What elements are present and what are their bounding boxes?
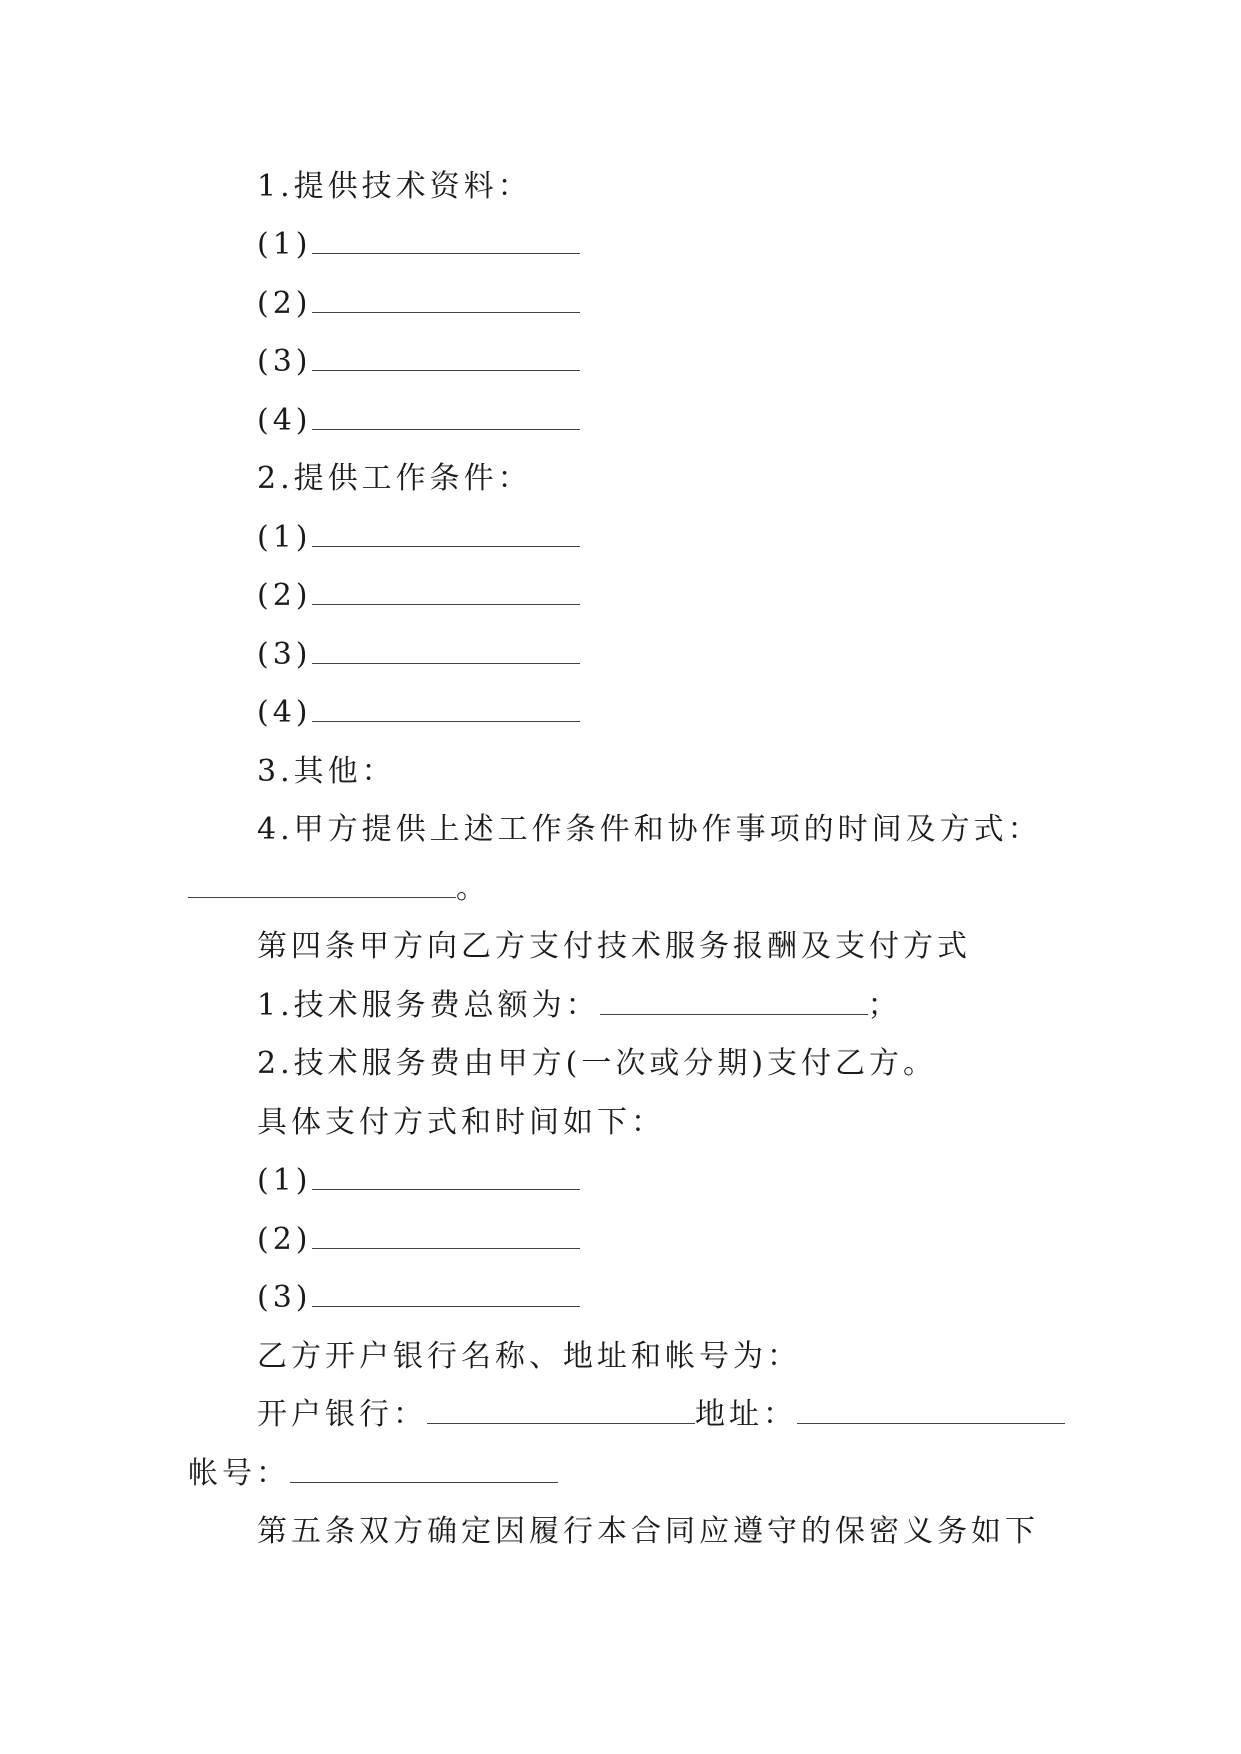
blank-line: [797, 1395, 1065, 1424]
fee-end-mark: ；: [867, 988, 902, 1023]
pay-entry-1: [257, 1161, 580, 1201]
entry-number: (1): [257, 520, 312, 555]
pay-entry-3: [257, 1278, 580, 1318]
item4-answer: [188, 869, 490, 909]
blank-line: [312, 284, 580, 313]
entry-number: (3): [257, 344, 312, 379]
item2-entry-3: [257, 635, 580, 675]
blank-line: [188, 869, 456, 898]
blank-line: [312, 693, 580, 722]
entry-number: (2): [257, 578, 312, 613]
account-label: 帐号：: [188, 1456, 290, 1491]
item4-end-mark: 。: [456, 871, 490, 906]
bank-line: [257, 1395, 1065, 1435]
blank-line: [290, 1454, 558, 1483]
item3-heading: 3.其他：: [257, 754, 396, 789]
account-line: [188, 1454, 558, 1494]
pay-entry-2: [257, 1220, 580, 1260]
blank-line: [600, 986, 868, 1015]
blank-line: [312, 401, 580, 430]
pay-detail: 具体支付方式和时间如下：: [257, 1105, 665, 1140]
item2-entry-4: [257, 693, 580, 733]
fee-label: 1.技术服务费总额为：: [257, 988, 600, 1023]
blank-line: [312, 342, 580, 371]
blank-line: [312, 635, 580, 664]
entry-number: (3): [257, 1280, 312, 1315]
item2-entry-1: [257, 518, 580, 558]
item4-heading: 4.甲方提供上述工作条件和协作事项的时间及方式：: [257, 812, 1042, 847]
blank-line: [312, 1278, 580, 1307]
pay-method: 2.技术服务费由甲方(一次或分期)支付乙方。: [257, 1046, 938, 1081]
bank-intro: 乙方开户银行名称、地址和帐号为：: [257, 1339, 801, 1374]
entry-number: (1): [257, 227, 312, 262]
blank-line: [312, 576, 580, 605]
blank-line: [312, 1220, 580, 1249]
entry-number: (2): [257, 1222, 312, 1257]
entry-number: (2): [257, 286, 312, 321]
blank-line: [312, 518, 580, 547]
fee-total-line: [257, 986, 902, 1026]
entry-number: (4): [257, 695, 312, 730]
blank-line: [427, 1395, 695, 1424]
article5-title: 第五条双方确定因履行本合同应遵守的保密义务如下: [257, 1514, 1039, 1549]
item1-entry-3: [257, 342, 580, 382]
entry-number: (4): [257, 403, 312, 438]
entry-number: (1): [257, 1163, 312, 1198]
item2-heading: 2.提供工作条件：: [257, 461, 532, 496]
address-label: 地址：: [695, 1397, 797, 1432]
item1-entry-4: [257, 401, 580, 441]
item2-entry-2: [257, 576, 580, 616]
item1-entry-1: [257, 225, 580, 265]
article4-title: 第四条甲方向乙方支付技术服务报酬及支付方式: [257, 929, 971, 964]
entry-number: (3): [257, 637, 312, 672]
bank-label: 开户银行：: [257, 1397, 427, 1432]
item1-entry-2: [257, 284, 580, 324]
blank-line: [312, 1161, 580, 1190]
blank-line: [312, 225, 580, 254]
item1-heading: 1.提供技术资料：: [257, 169, 532, 204]
